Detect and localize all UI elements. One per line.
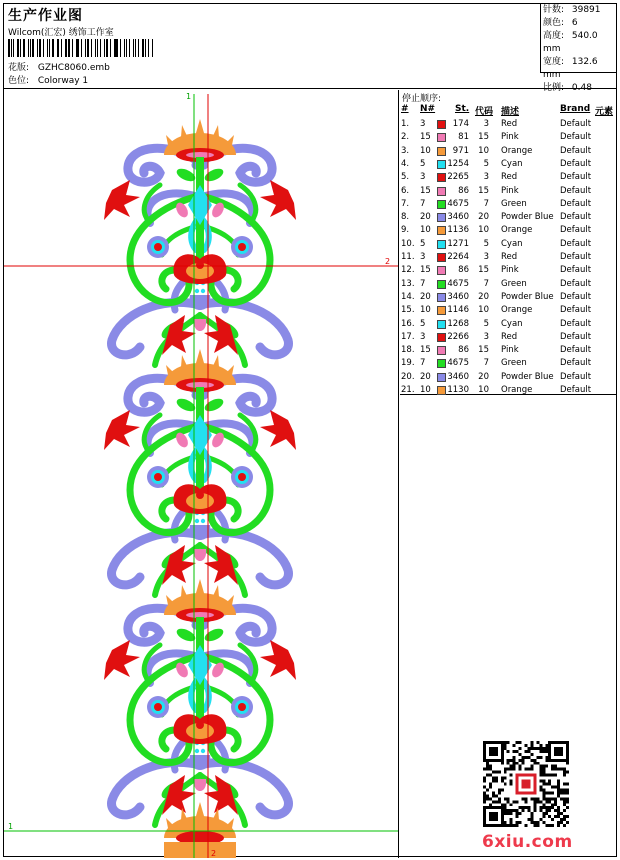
colorway-label: 色位: xyxy=(8,76,30,86)
cell-code: 10 xyxy=(478,385,489,395)
cell-code: 10 xyxy=(478,305,489,316)
cell-brand: Default xyxy=(560,119,592,129)
col-header-n: N# xyxy=(420,104,436,114)
cell-index: 18. xyxy=(401,345,415,356)
cell-needle: 20 xyxy=(420,371,431,382)
cell-index: 8. xyxy=(401,212,410,223)
color-swatch xyxy=(437,120,446,129)
marker-right: 2 xyxy=(385,257,391,266)
cell-index: 12. xyxy=(401,265,415,276)
cell-needle: 20 xyxy=(420,212,431,223)
cell-index: 3. xyxy=(401,145,410,156)
cell-description: Cyan xyxy=(501,238,523,249)
cell-description: Orange xyxy=(501,145,533,156)
cell-needle: 5 xyxy=(420,318,426,329)
table-row xyxy=(400,264,616,277)
cell-brand: Default xyxy=(560,172,592,183)
cell-brand: Default xyxy=(560,371,592,382)
cell-description: Orange xyxy=(501,225,533,236)
cell-stitches: 1136 xyxy=(447,225,469,236)
table-row xyxy=(400,145,616,158)
stat-colors: 颜色: 6 xyxy=(543,18,578,28)
cell-needle: 15 xyxy=(420,345,431,356)
cell-brand: Default xyxy=(560,358,592,369)
cell-description: Orange xyxy=(501,385,533,395)
col-header-code: 代码 xyxy=(475,107,494,117)
table-row xyxy=(400,331,616,344)
table-row xyxy=(400,131,616,144)
table-row xyxy=(400,344,616,357)
cell-needle: 7 xyxy=(420,278,426,289)
cell-brand: Default xyxy=(560,305,592,316)
cell-index: 9. xyxy=(401,225,410,236)
cell-code: 3 xyxy=(483,331,489,342)
cell-brand: Default xyxy=(560,291,592,302)
col-header-brand: Brand xyxy=(560,104,591,114)
color-swatch xyxy=(437,320,446,329)
cell-brand: Default xyxy=(560,132,592,143)
color-swatch xyxy=(437,266,446,275)
motif-repeat-2 xyxy=(104,349,296,595)
design-svg xyxy=(4,90,399,858)
cell-stitches: 4675 xyxy=(447,278,469,289)
col-header-element: 元素 xyxy=(595,107,614,117)
cell-brand: Default xyxy=(560,158,592,169)
sheet-header xyxy=(4,4,616,93)
cell-code: 5 xyxy=(483,158,489,169)
cell-code: 20 xyxy=(478,291,489,302)
cell-stitches: 86 xyxy=(458,265,469,276)
cell-code: 10 xyxy=(478,225,489,236)
cell-code: 7 xyxy=(483,358,489,369)
cell-brand: Default xyxy=(560,331,592,342)
cell-brand: Default xyxy=(560,252,592,262)
cell-needle: 3 xyxy=(420,331,426,342)
cell-needle: 10 xyxy=(420,305,431,316)
cell-stitches: 174 xyxy=(452,119,469,129)
cell-brand: Default xyxy=(560,345,592,356)
cell-stitches: 3460 xyxy=(447,371,469,382)
table-row xyxy=(400,371,616,384)
cell-code: 5 xyxy=(483,238,489,249)
cell-stitches: 1146 xyxy=(447,305,469,316)
motif-repeat-3 xyxy=(104,579,296,825)
cell-brand: Default xyxy=(560,265,592,276)
color-swatch xyxy=(437,306,446,315)
color-swatch xyxy=(437,200,446,209)
cell-description: Red xyxy=(501,331,518,342)
cell-stitches: 3460 xyxy=(447,291,469,302)
cell-description: Cyan xyxy=(501,158,523,169)
cell-code: 15 xyxy=(478,185,489,196)
cell-brand: Default xyxy=(560,318,592,329)
table-row xyxy=(400,118,616,131)
cell-code: 3 xyxy=(483,119,489,129)
cell-index: 4. xyxy=(401,158,410,169)
cell-needle: 20 xyxy=(420,291,431,302)
cell-index: 6. xyxy=(401,185,410,196)
cell-code: 20 xyxy=(478,371,489,382)
cell-description: Orange xyxy=(501,305,533,316)
color-swatch xyxy=(437,226,446,235)
cell-description: Green xyxy=(501,358,527,369)
table-row xyxy=(400,384,616,397)
stat-height: 高度: 540.0 mm xyxy=(543,31,598,54)
col-header-desc: 描述 xyxy=(501,107,520,117)
cell-needle: 15 xyxy=(420,132,431,143)
table-row xyxy=(400,185,616,198)
cell-needle: 7 xyxy=(420,358,426,369)
cell-description: Pink xyxy=(501,185,519,196)
cell-brand: Default xyxy=(560,225,592,236)
cell-brand: Default xyxy=(560,278,592,289)
color-swatch xyxy=(437,133,446,142)
cell-index: 7. xyxy=(401,198,410,209)
cell-stitches: 81 xyxy=(458,132,469,143)
cell-stitches: 1130 xyxy=(447,385,469,395)
stop-sequence-panel xyxy=(400,90,616,395)
pattern-line xyxy=(8,60,110,73)
cell-index: 14. xyxy=(401,291,415,302)
cell-code: 10 xyxy=(478,145,489,156)
cell-brand: Default xyxy=(560,185,592,196)
cell-code: 3 xyxy=(483,252,489,262)
table-row xyxy=(400,357,616,370)
embroidery-design-preview xyxy=(4,90,399,858)
cell-stitches: 4675 xyxy=(447,198,469,209)
qr-code xyxy=(483,741,569,827)
cell-index: 19. xyxy=(401,358,415,369)
pattern-label: 花版: xyxy=(8,63,30,73)
cell-code: 15 xyxy=(478,345,489,356)
col-header-index: # xyxy=(401,104,409,114)
color-swatch xyxy=(437,333,446,342)
cell-code: 7 xyxy=(483,198,489,209)
cell-code: 15 xyxy=(478,265,489,276)
cell-index: 15. xyxy=(401,305,415,316)
cell-index: 10. xyxy=(401,238,415,249)
table-row xyxy=(400,158,616,171)
color-swatch xyxy=(437,173,446,182)
cell-index: 20. xyxy=(401,371,415,382)
sheet-title: 生产作业图 xyxy=(8,8,83,24)
cell-needle: 10 xyxy=(420,225,431,236)
table-row xyxy=(400,318,616,331)
bottom-fan-flower xyxy=(164,802,236,858)
cell-description: Green xyxy=(501,278,527,289)
cell-needle: 15 xyxy=(420,185,431,196)
software-name: Wilcom(汇宏) 绣饰工作室 xyxy=(8,28,114,38)
cell-brand: Default xyxy=(560,238,592,249)
cell-needle: 3 xyxy=(420,119,426,129)
color-swatch xyxy=(437,240,446,249)
color-swatch xyxy=(437,160,446,169)
watermark: 6xiu.com xyxy=(482,832,573,852)
cell-needle: 10 xyxy=(420,145,431,156)
cell-stitches: 86 xyxy=(458,185,469,196)
cell-description: Cyan xyxy=(501,318,523,329)
table-row xyxy=(400,211,616,224)
stop-sequence-title: 停止顺序: xyxy=(402,94,442,104)
table-row xyxy=(400,238,616,251)
production-sheet xyxy=(3,3,617,857)
color-swatch xyxy=(437,147,446,156)
cell-stitches: 4675 xyxy=(447,358,469,369)
cell-index: 11. xyxy=(401,252,415,262)
cell-description: Pink xyxy=(501,345,519,356)
color-swatch xyxy=(437,187,446,196)
cell-needle: 5 xyxy=(420,238,426,249)
cell-code: 5 xyxy=(483,318,489,329)
cell-index: 1. xyxy=(401,119,410,129)
marker-top: 1 xyxy=(186,92,192,101)
cell-code: 15 xyxy=(478,132,489,143)
color-swatch xyxy=(437,293,446,302)
cell-index: 2. xyxy=(401,132,410,143)
cell-brand: Default xyxy=(560,385,592,395)
colorway-value: Colorway 1 xyxy=(37,76,89,86)
cell-stitches: 2265 xyxy=(447,172,469,183)
color-swatch xyxy=(437,386,446,395)
cell-stitches: 2264 xyxy=(447,252,469,262)
cell-needle: 3 xyxy=(420,172,426,183)
cell-stitches: 971 xyxy=(452,145,469,156)
pattern-value: GZHC8060.emb xyxy=(37,63,110,73)
cell-description: Red xyxy=(501,252,518,262)
marker-bottom: 2 xyxy=(211,849,217,858)
cell-description: Red xyxy=(501,172,518,183)
stat-width: 宽度: 132.6 mm xyxy=(543,57,598,80)
table-row xyxy=(400,291,616,304)
cell-stitches: 1271 xyxy=(447,238,469,249)
table-row xyxy=(400,251,616,264)
cell-description: Pink xyxy=(501,265,519,276)
stat-stitches: 针数: 39891 xyxy=(543,5,601,15)
cell-stitches: 1254 xyxy=(447,158,469,169)
cell-code: 7 xyxy=(483,278,489,289)
cell-needle: 3 xyxy=(420,252,426,262)
cell-stitches: 3460 xyxy=(447,212,469,223)
cell-index: 17. xyxy=(401,331,415,342)
table-row xyxy=(400,278,616,291)
cell-index: 5. xyxy=(401,172,410,183)
colorway-line xyxy=(8,73,88,86)
motif-repeat-1 xyxy=(104,119,296,365)
cell-needle: 7 xyxy=(420,198,426,209)
cell-description: Powder Blue xyxy=(501,291,554,302)
col-header-st: St. xyxy=(455,104,470,114)
color-swatch xyxy=(437,373,446,382)
cell-description: Green xyxy=(501,198,527,209)
cell-index: 21. xyxy=(401,385,415,395)
cell-code: 20 xyxy=(478,212,489,223)
table-row xyxy=(400,224,616,237)
color-swatch xyxy=(437,253,446,262)
table-row xyxy=(400,198,616,211)
color-swatch xyxy=(437,213,446,222)
color-swatch xyxy=(437,280,446,289)
color-swatch xyxy=(437,346,446,355)
cell-brand: Default xyxy=(560,212,592,223)
cell-index: 16. xyxy=(401,318,415,329)
stat-ratio: 比例: 0.48 xyxy=(543,83,592,93)
color-swatch xyxy=(437,359,446,368)
cell-index: 13. xyxy=(401,278,415,289)
cell-needle: 5 xyxy=(420,158,426,169)
cell-stitches: 86 xyxy=(458,345,469,356)
cell-code: 3 xyxy=(483,172,489,183)
marker-left: 1 xyxy=(8,822,14,831)
cell-description: Red xyxy=(501,119,518,129)
cell-description: Pink xyxy=(501,132,519,143)
table-row xyxy=(400,171,616,184)
cell-description: Powder Blue xyxy=(501,371,554,382)
cell-description: Powder Blue xyxy=(501,212,554,223)
barcode xyxy=(8,39,154,57)
cell-stitches: 2266 xyxy=(447,331,469,342)
cell-needle: 10 xyxy=(420,385,431,395)
design-stats xyxy=(540,4,617,93)
cell-needle: 15 xyxy=(420,265,431,276)
cell-brand: Default xyxy=(560,198,592,209)
table-row xyxy=(400,304,616,317)
cell-brand: Default xyxy=(560,145,592,156)
cell-stitches: 1268 xyxy=(447,318,469,329)
